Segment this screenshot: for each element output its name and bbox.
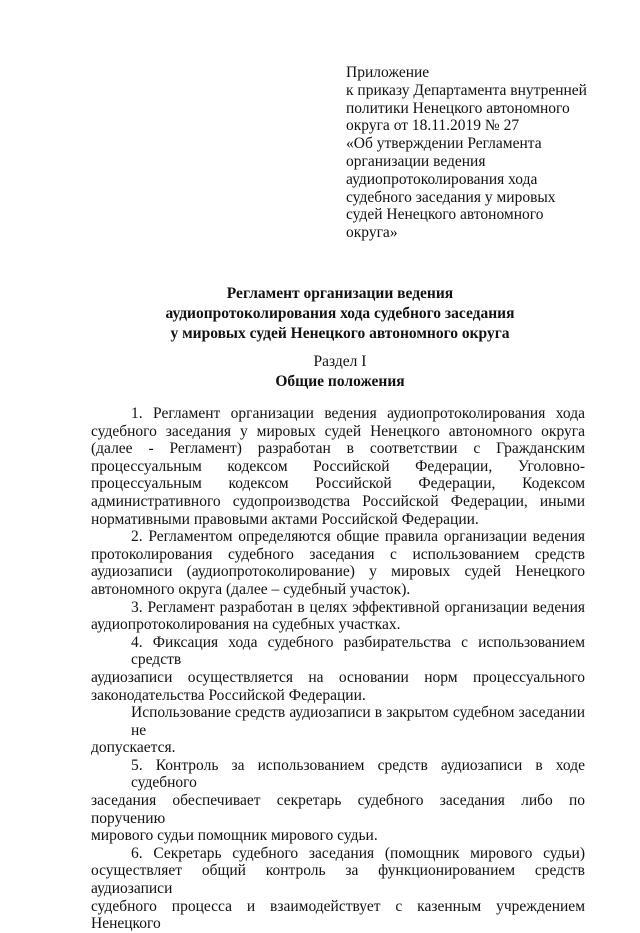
paragraph-line: протоколирования судебного заседания с использованием средств <box>91 545 585 563</box>
paragraph-line: процессуальным кодексом Российской Федерации, Кодексом <box>91 475 585 493</box>
paragraph-line: осуществляет общий контроль за функционированием средств аудиозаписи <box>91 862 585 898</box>
appendix-line: аудиопротоколирования хода <box>346 170 538 188</box>
paragraph <box>91 704 585 757</box>
appendix-header <box>346 64 606 242</box>
appendix-line: политики Ненецкого автономного <box>346 99 570 117</box>
paragraph <box>91 599 585 634</box>
document-title <box>60 284 620 344</box>
paragraph-line: (далее - Регламент) разработан в соответствии с Гражданским <box>91 440 585 458</box>
paragraph-line: законодательства Российской Федерации. <box>91 686 366 704</box>
paragraph-line: судебного заседания у мировых судей Ненецкого автономного округа <box>91 422 585 440</box>
paragraph-line: административного судопроизводства Российской Федерации, иными <box>91 492 585 510</box>
paragraph-line: 6. Секретарь судебного заседания (помощник мирового судьи) <box>131 844 585 862</box>
paragraph-line: мирового судьи помощник мирового судьи. <box>91 827 378 845</box>
paragraph-line: аудиопротоколирования на судебных участках. <box>91 616 401 634</box>
appendix-line: «Об утверждении Регламента <box>346 135 542 153</box>
paragraph-line: нормативными правовыми актами Российской Федерации. <box>91 510 479 528</box>
paragraph-line: 1. Регламент организации ведения аудиопротоколирования хода <box>131 405 585 422</box>
paragraph-line: 2. Регламентом определяются общие правила организации ведения <box>131 528 585 546</box>
appendix-line: судей Ненецкого автономного <box>346 206 544 224</box>
title-line: Регламент организации ведения <box>226 285 454 302</box>
paragraph <box>91 405 585 528</box>
document-body <box>91 405 585 933</box>
paragraph-line: допускается. <box>91 739 176 757</box>
paragraph-line: 3. Регламент разработан в целях эффективной организации ведения <box>131 598 585 616</box>
title-line: у мировых судей Ненецкого автономного округа <box>170 325 510 342</box>
paragraph-line: 5. Контроль за использованием средств аудиозаписи в ходе судебного <box>131 756 585 792</box>
paragraph-line: судебного процесса и взаимодействует с казенным учреждением Ненецкого <box>91 897 585 933</box>
paragraph-line: аудиозаписи (аудиопротоколирование) у мировых судей Ненецкого <box>91 563 585 581</box>
appendix-line: округа от 18.11.2019 № 27 <box>346 117 520 135</box>
paragraph-line: Использование средств аудиозаписи в закрытом судебном заседании не <box>131 704 585 739</box>
paragraph-line: процессуальным кодексом Российской Федерации, Уголовно- <box>91 457 585 475</box>
title-line: аудиопротоколирования хода судебного заседания <box>165 305 515 322</box>
paragraph-line: заседания обеспечивает секретарь судебного заседания либо по поручению <box>91 792 585 827</box>
appendix-line: судебного заседания у мировых <box>346 188 556 206</box>
paragraph <box>91 634 585 704</box>
paragraph <box>91 845 585 933</box>
paragraph <box>91 757 585 845</box>
appendix-line: округа» <box>346 224 398 242</box>
paragraph-line: аудиозаписи осуществляется на основании норм процессуального <box>91 668 585 686</box>
paragraph-line: 4. Фиксация хода судебного разбирательства с использованием средств <box>131 633 585 669</box>
appendix-line: к приказу Департамента внутренней <box>346 81 587 99</box>
appendix-line: Приложение <box>346 64 430 81</box>
paragraph <box>91 528 585 598</box>
appendix-line: организации ведения <box>346 152 486 170</box>
section-title: Общие положения <box>275 373 405 390</box>
section-number: Раздел I <box>313 353 367 370</box>
paragraph-line: автономного округа (далее – судебный участок). <box>91 580 411 598</box>
